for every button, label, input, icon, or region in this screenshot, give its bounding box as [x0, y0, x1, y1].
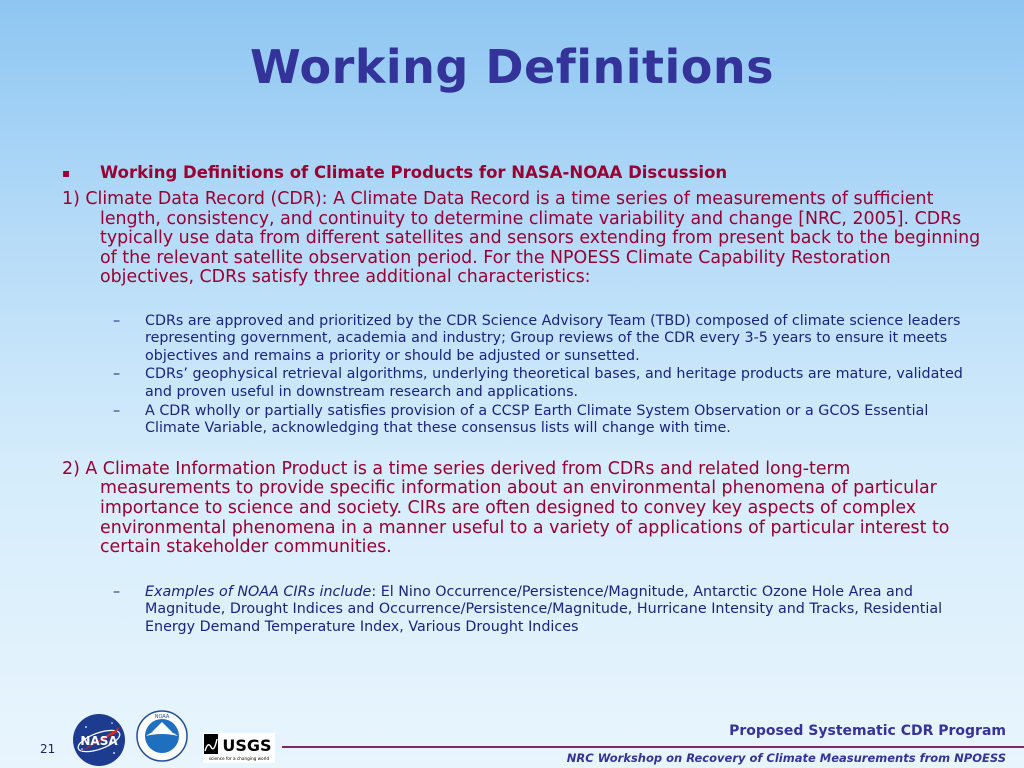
examples-text: : El Nino Occurrence/Persistence/Magnitude, Antarctic Ozone Hole Area and Magnitude, Drought Indices and Occurrence/Persistence/Magnitude, Hurricane Intensity and Tracks, Residential Energy Demand Temperature Index, Various Drought Indices	[145, 583, 943, 635]
cdr-characteristics-list	[62, 313, 982, 438]
usgs-logo	[203, 733, 275, 763]
list-item	[62, 366, 982, 401]
cir-examples-list	[62, 584, 982, 636]
bullet-heading	[62, 162, 982, 184]
cir-definition-paragraph: 2) A Climate Information Product is a time series derived from CDRs and related long-term measurements to provide specific information about an environmental phenomena of particular importance to science and society. CIRs are often designed to convey key aspects of complex environmental phenomena in a manner useful to a variety of applications of particular interest to certain stakeholder communities.	[62, 458, 950, 558]
list-item-text: CDRs are approved and prioritized by the CDR Science Advisory Team (TBD) composed of climate science leaders representing government, academia and industry; Group reviews of the CDR every 3-5 years to ensure it meets objectives and remains a priority or should be adjusted or sunsetted.	[145, 312, 961, 364]
bullet-heading-text: Working Definitions of Climate Products for NASA-NOAA Discussion	[100, 163, 728, 182]
footer-program-title: Proposed Systematic CDR Program	[729, 723, 1006, 739]
noaa-logo	[136, 710, 188, 762]
usgs-logo-text: USGS	[222, 736, 272, 755]
square-bullet-icon: ▪	[62, 166, 71, 180]
dash-bullet-icon: –	[113, 583, 121, 600]
footer-divider	[282, 746, 1024, 748]
nasa-logo	[72, 713, 126, 767]
slide-content	[62, 162, 982, 636]
footer-workshop-title: NRC Workshop on Recovery of Climate Measurements from NPOESS	[566, 751, 1006, 765]
page-number: 21	[40, 742, 56, 756]
dash-bullet-icon: –	[113, 366, 121, 383]
list-item	[62, 313, 982, 365]
list-item-text: CDRs’ geophysical retrieval algorithms, underlying theoretical bases, and heritage products are mature, validated and proven useful in downstream research and applications.	[145, 366, 963, 400]
slide-title: Working Definitions	[249, 40, 775, 94]
list-item	[62, 403, 982, 438]
dash-bullet-icon: –	[113, 312, 121, 329]
examples-label: Examples of NOAA CIRs include	[145, 583, 372, 600]
dash-bullet-icon: –	[113, 403, 121, 419]
usgs-tagline: science for a changing world	[208, 756, 270, 761]
list-item-text: A CDR wholly or partially satisfies provision of a CCSP Earth Climate System Observation or a GCOS Essential Climate Variable, acknowledging that these consensus lists will change with time.	[145, 403, 929, 437]
nasa-logo-text: NASA	[80, 734, 118, 748]
noaa-logo-text: NOAA	[154, 714, 170, 720]
cdr-definition-paragraph: 1) Climate Data Record (CDR): A Climate Data Record is a time series of measurements of sufficient length, consistency, and continuity to determine climate variability and change [NRC, 2005]. CDRs typically use data from different satellites and sensors extending from present back to the beginning of the relevant satellite observation period. For the NPOESS Climate Capability Restoration objectives, CDRs satisfy three additional characteristics:	[62, 189, 981, 288]
list-item	[62, 584, 982, 636]
